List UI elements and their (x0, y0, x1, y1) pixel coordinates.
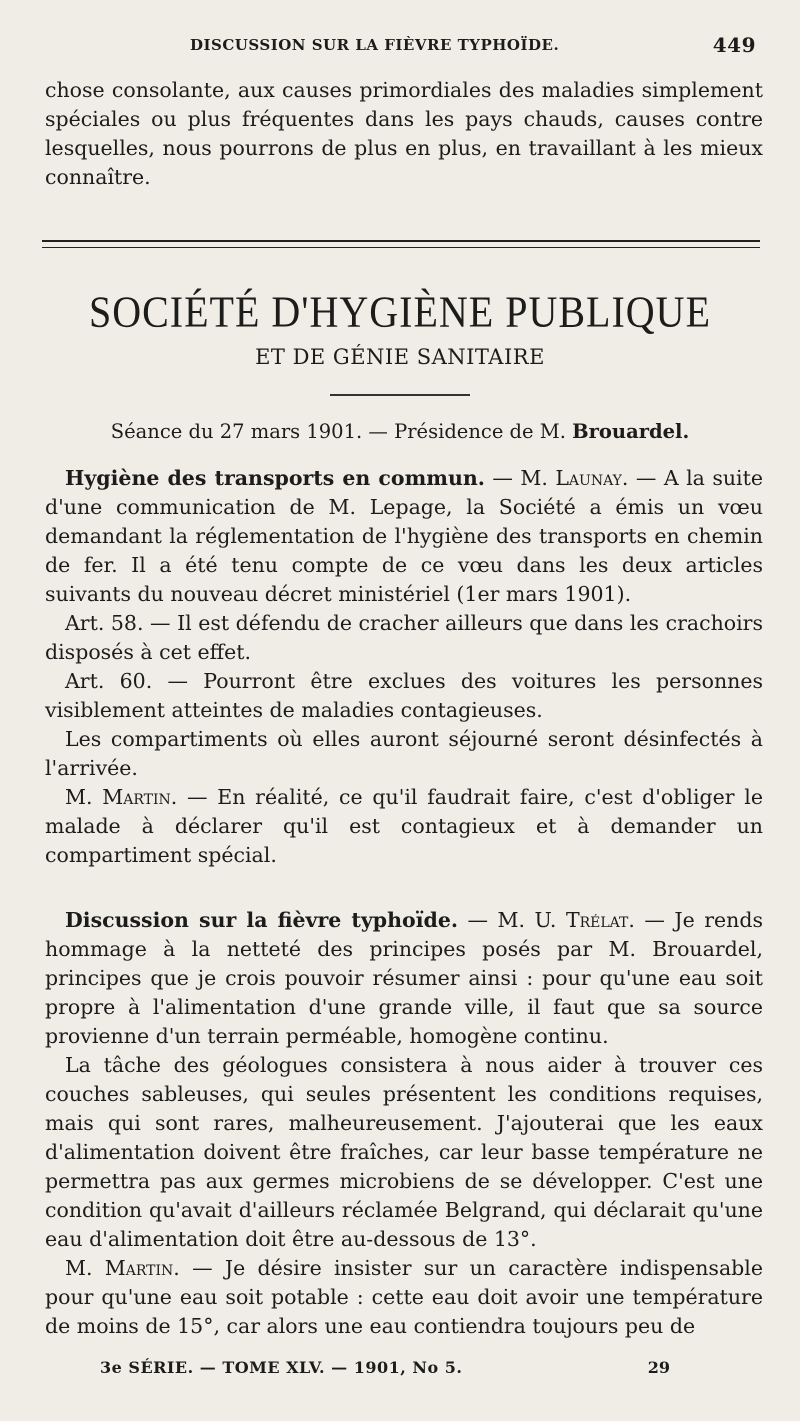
article-58: Art. 58. — Il est défendu de cracher ailleurs que dans les crachoirs disposés à cet effet. (45, 611, 763, 664)
transports-speaker: Launay. (555, 466, 629, 490)
martin-name-1: Martin. (102, 785, 178, 809)
page-footer (100, 1358, 670, 1384)
series-info: 3e SÉRIE. — TOME XLV. — 1901, No 5. (100, 1358, 463, 1377)
seance-text: Séance du 27 mars 1901. — Présidence de M. (110, 420, 573, 443)
running-head-title: DISCUSSION SUR LA FIÈVRE TYPHOÏDE. (190, 36, 560, 54)
running-head (40, 33, 760, 58)
typhoid-paragraph (45, 906, 763, 1051)
geologists-paragraph: La tâche des géologues consistera à nous aider à trouver ces couches sableuses, qui seules présentent les conditions requises, mais qui sont rares, malheureusement. J'ajouterai que les eaux d'alimentation doivent être fraîches, car leur basse température ne permettra pas aux germes microbiens de se développer. C'est une condition qu'avait d'ailleurs réclamée Belgrand, qui déclarait qu'une eau d'alimentation doit être au-dessous de 13°. (45, 1053, 763, 1251)
intro-paragraph-block (45, 76, 763, 192)
section-typhoid (45, 906, 763, 1341)
martin-reply-2 (45, 1254, 763, 1341)
martin-name-2: Martin. (104, 1256, 180, 1280)
double-rule-bottom (42, 247, 760, 248)
typhoid-heading: Discussion sur la fièvre typhoïde. (65, 908, 459, 932)
section-divider (330, 394, 470, 396)
page-number: 449 (712, 33, 756, 57)
transports-paragraph (45, 464, 763, 609)
transports-speaker-intro: — M. (484, 466, 556, 490)
seance-line (0, 420, 800, 443)
compartments-paragraph: Les compartiments où elles auront séjourné seront désinfectés à l'arrivée. (45, 727, 763, 780)
typhoid-text: — Je rends hommage à la netteté des principes posés par M. Brouardel, principes que je crois pouvoir résumer ainsi : pour qu'une eau soit propre à l'alimentation d'une grande ville, il faut que sa source provienne d'un terrain perméable, homogène continu. (45, 908, 763, 1048)
signature-mark: 29 (647, 1358, 670, 1377)
society-subtitle: ET DE GÉNIE SANITAIRE (255, 345, 545, 369)
typhoid-speaker-intro: — M. U. (458, 908, 566, 932)
martin-prefix-1: M. (65, 785, 103, 809)
seance-president: Brouardel. (572, 420, 690, 443)
martin-text-1: — En réalité, ce qu'il faudrait faire, c'est d'obliger le malade à déclarer qu'il est contagieux et à demander un compartiment spécial. (45, 785, 763, 867)
double-rule-top (42, 240, 760, 242)
martin-prefix-2: M. (65, 1256, 105, 1280)
transports-text: — A la suite d'une communication de M. Lepage, la Société a émis un vœu demandant la réglementation de l'hygiène des transports en chemin de fer. Il a été tenu compte de ce vœu dans les deux articles suivants du nouveau décret ministériel (1er mars 1901). (45, 466, 763, 606)
section-transports (45, 464, 763, 870)
martin-text-2: — Je désire insister sur un caractère indispensable pour qu'une eau soit potable : cette eau doit avoir une température de moins de 15°, car alors une eau contiendra toujours peu de (45, 1256, 763, 1338)
typhoid-speaker: Trélat. (565, 908, 635, 932)
society-title: SOCIÉTÉ D'HYGIÈNE PUBLIQUE (88, 286, 712, 337)
martin-reply-1 (45, 783, 763, 870)
article-60: Art. 60. — Pourront être exclues des voitures les personnes visiblement atteintes de maladies contagieuses. (45, 669, 763, 722)
transports-heading: Hygiène des transports en commun. (65, 466, 485, 490)
intro-paragraph: chose consolante, aux causes primordiales des maladies simplement spéciales ou plus fréquentes dans les pays chauds, causes contre lesquelles, nous pourrons de plus en plus, en travaillant à les mieux connaître. (45, 78, 763, 189)
